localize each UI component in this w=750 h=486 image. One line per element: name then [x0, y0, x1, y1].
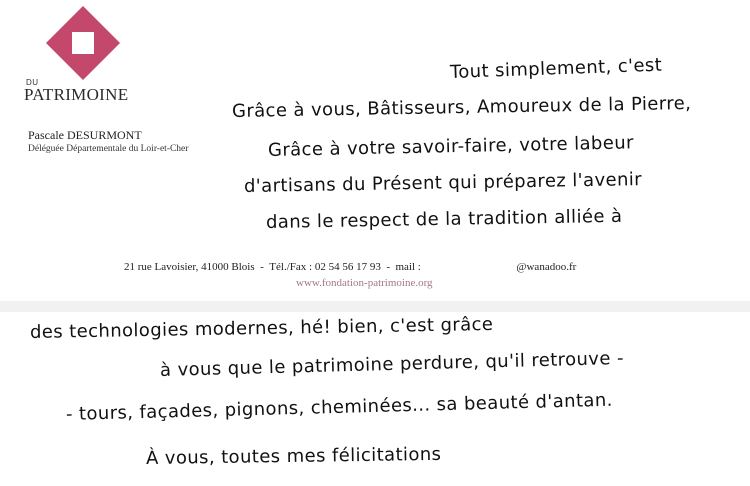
logo-prefix: DU: [26, 78, 39, 87]
handwritten-line-8: - tours, façades, pignons, cheminées... sa beauté d'antan.: [65, 389, 614, 425]
logo-name: PATRIMOINE: [24, 85, 129, 104]
handwritten-line-5: dans le respect de la tradition alliée à: [265, 205, 623, 233]
sender-name: Pascale DESURMONT: [28, 128, 142, 142]
handwritten-line-6: des technologies modernes, hé! bien, c'est grâce: [29, 313, 494, 343]
handwritten-line-3: Grâce à votre savoir-faire, votre labeur: [267, 132, 635, 161]
sender-role: Déléguée Départementale du Loir-et-Cher: [28, 144, 189, 154]
handwritten-line-2: Grâce à vous, Bâtisseurs, Amoureux de la Pierre,: [231, 92, 692, 122]
footer-email-domain: @wanadoo.fr: [516, 261, 577, 273]
handwritten-line-9: À vous, toutes mes félicitations: [145, 443, 442, 469]
footer-website: www.fondation-patrimoine.org: [296, 277, 433, 289]
footer-separator-1: -: [260, 261, 264, 273]
handwritten-line-7: à vous que le patrimoine perdure, qu'il retrouve -: [159, 347, 625, 381]
handwritten-line-1: Tout simplement, c'est: [449, 54, 663, 83]
footer-email-label: mail :: [395, 261, 421, 273]
handwritten-line-4: d'artisans du Présent qui préparez l'avenir: [243, 169, 643, 197]
footer-contact: [124, 261, 576, 273]
footer-phone: Tél./Fax : 02 54 56 17 93: [269, 261, 381, 273]
fondation-logo-icon: [46, 6, 120, 80]
footer-separator-2: -: [386, 261, 390, 273]
footer-address: 21 rue Lavoisier, 41000 Blois: [124, 261, 255, 273]
